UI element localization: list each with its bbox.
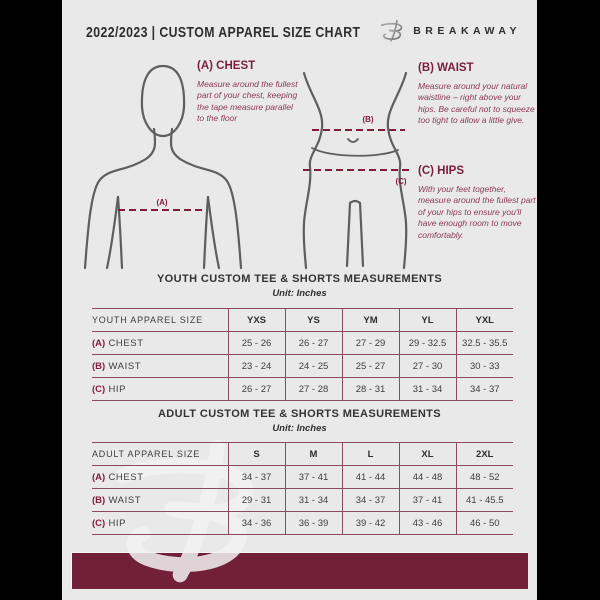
table-cell: 36 - 39 bbox=[285, 512, 342, 535]
youth-size-table bbox=[92, 308, 513, 401]
table-cell: 43 - 46 bbox=[399, 512, 456, 535]
brand-lockup bbox=[380, 18, 521, 44]
table-cell: 34 - 36 bbox=[228, 512, 285, 535]
hips-marker-label: (C) bbox=[395, 177, 407, 186]
table-cell: 46 - 50 bbox=[456, 512, 513, 535]
brand-name: BREAKAWAY bbox=[413, 25, 521, 37]
size-yxs-header: YXS bbox=[228, 309, 285, 332]
table-cell: 31 - 34 bbox=[285, 489, 342, 512]
table-cell: 25 - 27 bbox=[342, 355, 399, 378]
table-cell: 37 - 41 bbox=[399, 489, 456, 512]
adult-waist-row: (B) WAIST 29 - 31 31 - 34 34 - 37 37 - 41 41 - 45.5 bbox=[92, 489, 513, 512]
chest-marker-label: (A) bbox=[156, 198, 168, 207]
size-ym-header: YM bbox=[342, 309, 399, 332]
table-cell: 23 - 24 bbox=[228, 355, 285, 378]
waist-marker-label: (B) bbox=[362, 115, 374, 124]
adult-size-table bbox=[92, 442, 513, 535]
waist-guide-block bbox=[418, 62, 536, 127]
table-cell: 24 - 25 bbox=[285, 355, 342, 378]
table-cell: 26 - 27 bbox=[228, 378, 285, 401]
adult-hip-row: (C) HIP 34 - 36 36 - 39 39 - 42 43 - 46 46 - 50 bbox=[92, 512, 513, 535]
document-title: 2022/2023 | CUSTOM APPAREL SIZE CHART bbox=[86, 24, 361, 41]
table-cell: 29 - 31 bbox=[228, 489, 285, 512]
table-cell: 37 - 41 bbox=[285, 466, 342, 489]
size-ys-header: YS bbox=[285, 309, 342, 332]
waist-hips-measure-diagram bbox=[290, 55, 420, 270]
chest-guide-heading: (A) CHEST bbox=[197, 60, 256, 72]
table-cell: 25 - 26 bbox=[228, 332, 285, 355]
table-cell: 31 - 34 bbox=[399, 378, 456, 401]
adult-table-title: ADULT CUSTOM TEE & SHORTS MEASUREMENTS bbox=[157, 408, 442, 420]
adult-header-row bbox=[92, 443, 513, 466]
chest-guide-block bbox=[197, 60, 299, 125]
size-yl-header: YL bbox=[399, 309, 456, 332]
youth-waist-row: (B) WAIST 23 - 24 24 - 25 25 - 27 27 - 30 30 - 33 bbox=[92, 355, 513, 378]
table-cell: 27 - 28 bbox=[285, 378, 342, 401]
table-cell: 32.5 - 35.5 bbox=[456, 332, 513, 355]
table-cell: 34 - 37 bbox=[228, 466, 285, 489]
size-2xl-header: 2XL bbox=[456, 443, 513, 466]
table-cell: 27 - 30 bbox=[399, 355, 456, 378]
hips-guide-text: With your feet together, measure around the fullest part of your hips to ensure you'll have enough room to move comfortably. bbox=[418, 184, 536, 240]
waist-guide-heading: (B) WAIST bbox=[418, 62, 474, 74]
adult-size-column-header: ADULT APPAREL SIZE bbox=[92, 443, 228, 466]
table-cell: 39 - 42 bbox=[342, 512, 399, 535]
table-cell: 29 - 32.5 bbox=[399, 332, 456, 355]
size-l-header: L bbox=[342, 443, 399, 466]
table-cell: 28 - 31 bbox=[342, 378, 399, 401]
youth-table-unit: Unit: Inches bbox=[272, 288, 327, 299]
table-cell: 41 - 44 bbox=[342, 466, 399, 489]
youth-chest-row: (A) CHEST 25 - 26 26 - 27 27 - 29 29 - 32.5 32.5 - 35.5 bbox=[92, 332, 513, 355]
table-cell: 30 - 33 bbox=[456, 355, 513, 378]
size-yxl-header: YXL bbox=[456, 309, 513, 332]
youth-table-title: YOUTH CUSTOM TEE & SHORTS MEASUREMENTS bbox=[156, 273, 443, 285]
chest-guide-text: Measure around the fullest part of your chest, keeping the tape measure parallel to the floor bbox=[197, 79, 298, 124]
table-cell: 34 - 37 bbox=[342, 489, 399, 512]
size-chart-page bbox=[62, 0, 537, 600]
adult-table-unit: Unit: Inches bbox=[272, 423, 327, 434]
breakaway-b-logo-icon bbox=[380, 18, 406, 44]
table-cell: 27 - 29 bbox=[342, 332, 399, 355]
table-cell: 41 - 45.5 bbox=[456, 489, 513, 512]
youth-header-row bbox=[92, 309, 513, 332]
hips-guide-block bbox=[418, 165, 536, 241]
table-cell: 34 - 37 bbox=[456, 378, 513, 401]
table-cell: 44 - 48 bbox=[399, 466, 456, 489]
waist-guide-text: Measure around your natural waistline – right above your hips. Be careful not to squeeze too tight to allow a little give. bbox=[418, 81, 535, 126]
youth-size-column-header: YOUTH APPAREL SIZE bbox=[92, 309, 228, 332]
hips-guide-heading: (C) HIPS bbox=[418, 165, 465, 177]
size-m-header: M bbox=[285, 443, 342, 466]
adult-chest-row: (A) CHEST 34 - 37 37 - 41 41 - 44 44 - 48 48 - 52 bbox=[92, 466, 513, 489]
size-xl-header: XL bbox=[399, 443, 456, 466]
youth-hip-row: (C) HIP 26 - 27 27 - 28 28 - 31 31 - 34 34 - 37 bbox=[92, 378, 513, 401]
size-s-header: S bbox=[228, 443, 285, 466]
table-cell: 48 - 52 bbox=[456, 466, 513, 489]
table-cell: 26 - 27 bbox=[285, 332, 342, 355]
